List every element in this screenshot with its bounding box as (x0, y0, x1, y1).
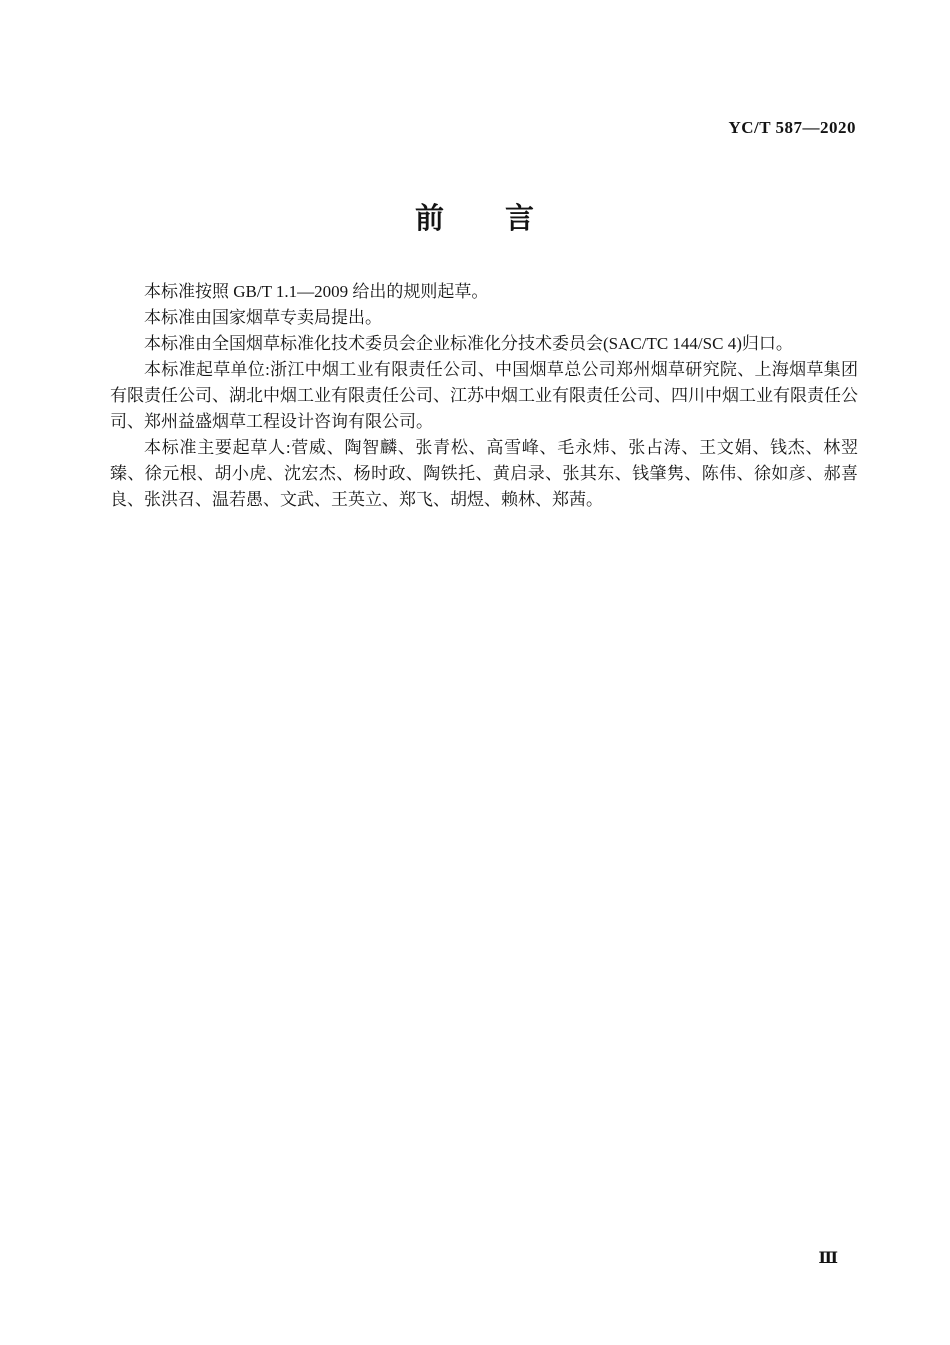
foreword-paragraph-drafters: 本标准主要起草人:菅威、陶智麟、张青松、高雪峰、毛永炜、张占涛、王文娟、钱杰、林翌臻、徐元根、胡小虎、沈宏杰、杨时政、陶铁托、黄启录、张其东、钱肇隽、陈伟、徐如彦、郝喜良、张洪召、温若愚、文武、王英立、郑飞、胡煜、赖林、郑茜。 (110, 438, 858, 509)
foreword-paragraph-committee: 本标准由全国烟草标准化技术委员会企业标准化分技术委员会(SAC/TC 144/SC 4)归口。 (144, 334, 793, 353)
page-title: 前 言 (414, 203, 535, 235)
foreword-paragraph-proposed-by: 本标准由国家烟草专卖局提出。 (144, 308, 382, 327)
foreword-paragraph-drafting-organizations: 本标准起草单位:浙江中烟工业有限责任公司、中国烟草总公司郑州烟草研究院、上海烟草集团有限责任公司、湖北中烟工业有限责任公司、江苏中烟工业有限责任公司、四川中烟工业有限责任公司、郑州益盛烟草工程设计咨询有限公司。 (110, 360, 858, 431)
page-number: Ⅲ (818, 1250, 838, 1267)
foreword-paragraph-drafting-rules: 本标准按照 GB/T 1.1—2009 给出的规则起草。 (144, 282, 489, 301)
standard-number-header: YC/T 587—2020 (728, 118, 856, 137)
foreword-body (110, 279, 858, 513)
